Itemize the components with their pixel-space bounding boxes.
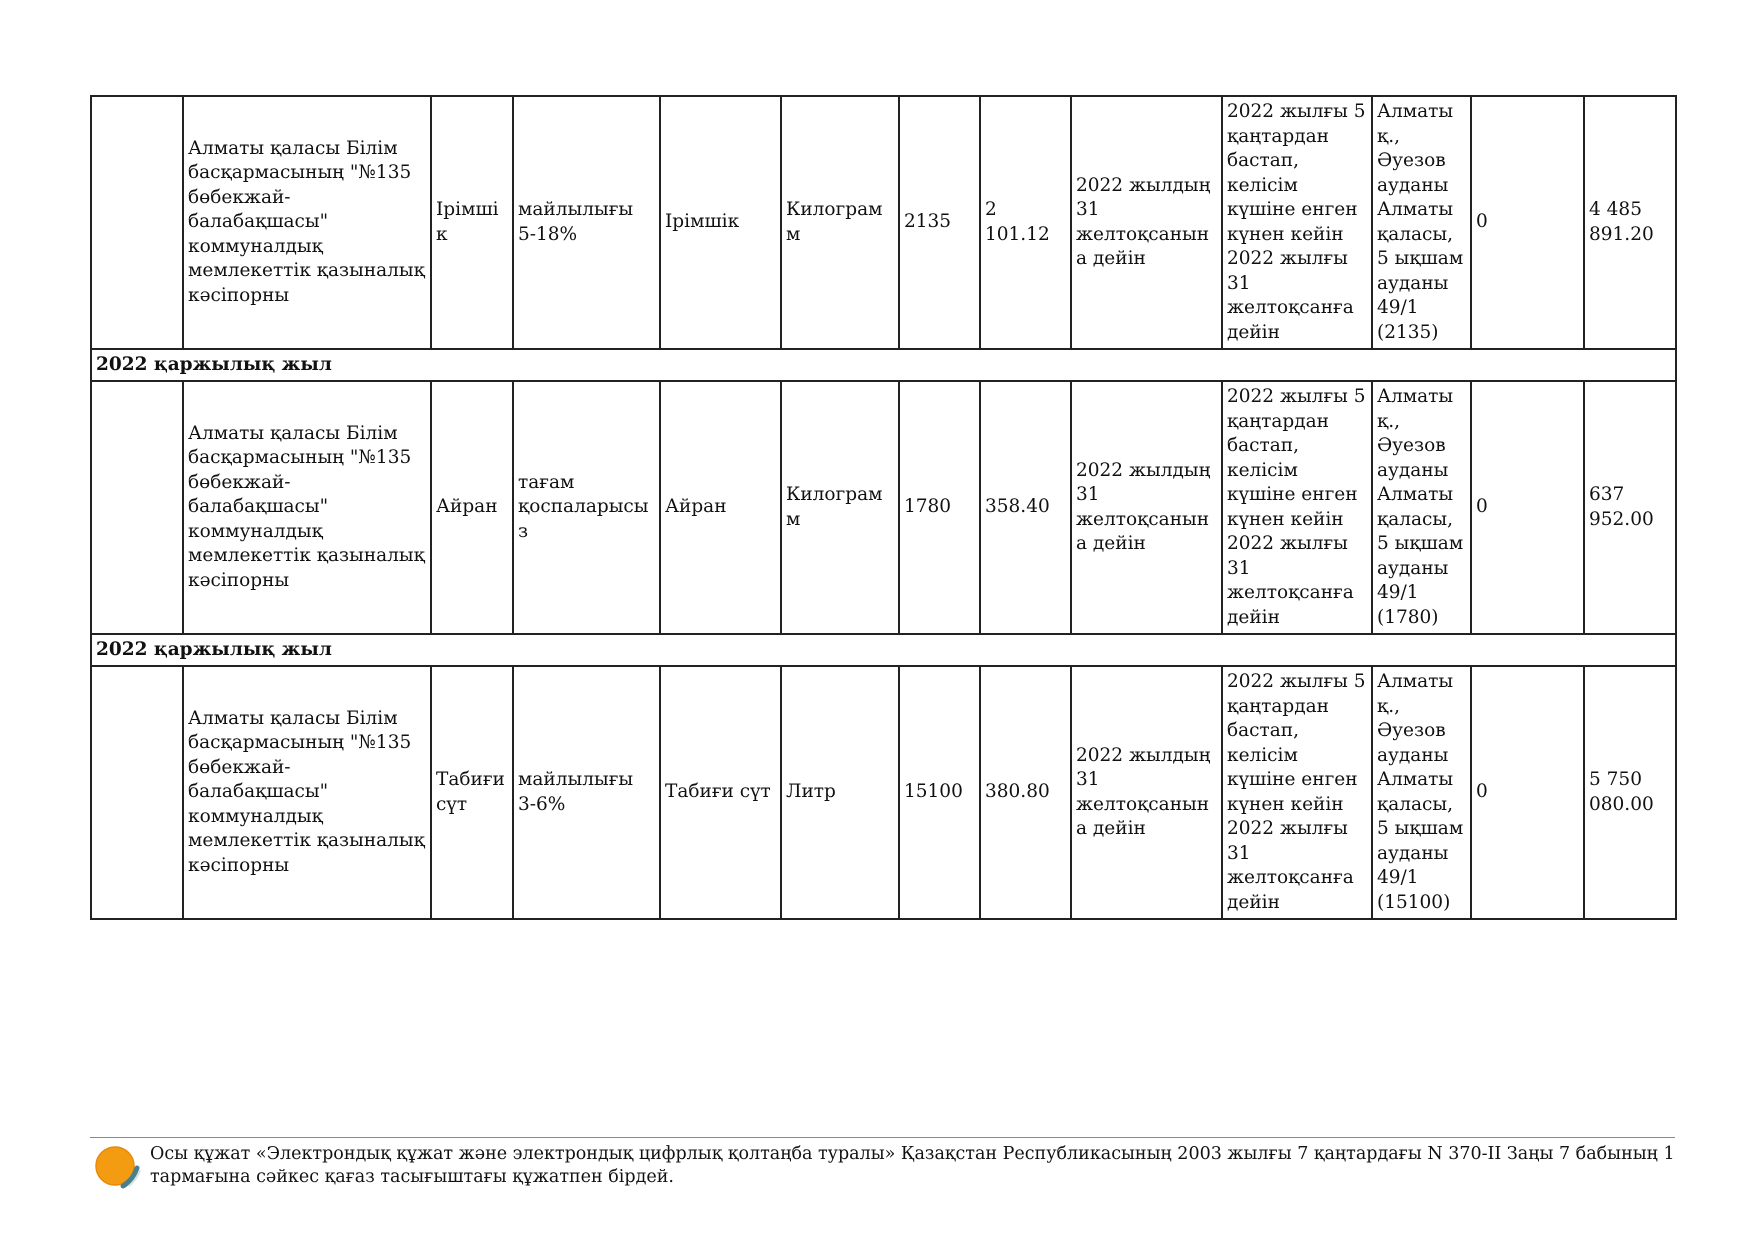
- cell-advance: 0: [1471, 666, 1584, 919]
- cell-number: [91, 381, 183, 634]
- cell-place: Алматы қ., Әуезов ауданы Алматы қаласы, 5 ықшам ауданы 49/1 (2135): [1372, 96, 1471, 349]
- table-row: [91, 666, 1676, 919]
- cell-period: 2022 жылғы 5 қаңтардан бастап, келісім күшіне енген күнен кейін 2022 жылғы 31 желтоқсанға дейін: [1222, 96, 1372, 349]
- year-row: [91, 634, 1676, 666]
- cell-price: 2 101.12: [980, 96, 1071, 349]
- cell-quantity: 2135: [899, 96, 980, 349]
- cell-customer: Алматы қаласы Білім басқармасының "№135 бөбекжай-балабақшасы" коммуналдық мемлекеттік қазыналық кәсіпорны: [183, 666, 431, 919]
- cell-unit: Килограмм: [781, 381, 899, 634]
- footer-divider: [90, 1137, 1675, 1138]
- cell-amount: 5 750 080.00: [1584, 666, 1676, 919]
- table-row: [91, 96, 1676, 349]
- cell-quantity: 1780: [899, 381, 980, 634]
- cell-name: Айран: [431, 381, 513, 634]
- cell-advance: 0: [1471, 381, 1584, 634]
- cell-item: Айран: [660, 381, 781, 634]
- cell-unit: Литр: [781, 666, 899, 919]
- cell-customer: Алматы қаласы Білім басқармасының "№135 бөбекжай-балабақшасы" коммуналдық мемлекеттік қазыналық кәсіпорны: [183, 381, 431, 634]
- cell-number: [91, 96, 183, 349]
- table-row: [91, 381, 1676, 634]
- cell-amount: 637 952.00: [1584, 381, 1676, 634]
- cell-specification: майлылығы 3-6%: [513, 666, 660, 919]
- cell-period: 2022 жылғы 5 қаңтардан бастап, келісім күшіне енген күнен кейін 2022 жылғы 31 желтоқсанға дейін: [1222, 381, 1372, 634]
- cell-name: Ірімшік: [431, 96, 513, 349]
- egov-sun-logo-icon: [93, 1142, 141, 1190]
- cell-number: [91, 666, 183, 919]
- footer-legal-text: Осы құжат «Электрондық құжат және электрондық цифрлық қолтаңба туралы» Қазақстан Республикасының 2003 жылғы 7 қаңтардағы N 370-II Заңы 7 бабының 1 тармағына сәйкес қағаз тасығыштағы құжатпен бірдей.: [150, 1144, 1675, 1187]
- cell-unit: Килограмм: [781, 96, 899, 349]
- cell-quantity: 15100: [899, 666, 980, 919]
- cell-term: 2022 жылдың 31 желтоқсанына дейін: [1071, 666, 1222, 919]
- year-label: 2022 қаржылық жыл: [91, 349, 1676, 381]
- cell-advance: 0: [1471, 96, 1584, 349]
- cell-period: 2022 жылғы 5 қаңтардан бастап, келісім күшіне енген күнен кейін 2022 жылғы 31 желтоқсанға дейін: [1222, 666, 1372, 919]
- cell-item: Ірімшік: [660, 96, 781, 349]
- cell-item: Табиғи сүт: [660, 666, 781, 919]
- cell-specification: майлылығы 5-18%: [513, 96, 660, 349]
- cell-place: Алматы қ., Әуезов ауданы Алматы қаласы, 5 ықшам ауданы 49/1 (1780): [1372, 381, 1471, 634]
- cell-name: Табиғи сүт: [431, 666, 513, 919]
- year-row: [91, 349, 1676, 381]
- cell-price: 380.80: [980, 666, 1071, 919]
- cell-price: 358.40: [980, 381, 1071, 634]
- cell-place: Алматы қ., Әуезов ауданы Алматы қаласы, 5 ықшам ауданы 49/1 (15100): [1372, 666, 1471, 919]
- cell-term: 2022 жылдың 31 желтоқсанына дейін: [1071, 381, 1222, 634]
- cell-customer: Алматы қаласы Білім басқармасының "№135 бөбекжай-балабақшасы" коммуналдық мемлекеттік қазыналық кәсіпорны: [183, 96, 431, 349]
- cell-term: 2022 жылдың 31 желтоқсанына дейін: [1071, 96, 1222, 349]
- cell-amount: 4 485 891.20: [1584, 96, 1676, 349]
- cell-specification: тағам қоспаларысыз: [513, 381, 660, 634]
- procurement-table: [90, 95, 1677, 920]
- year-label: 2022 қаржылық жыл: [91, 634, 1676, 666]
